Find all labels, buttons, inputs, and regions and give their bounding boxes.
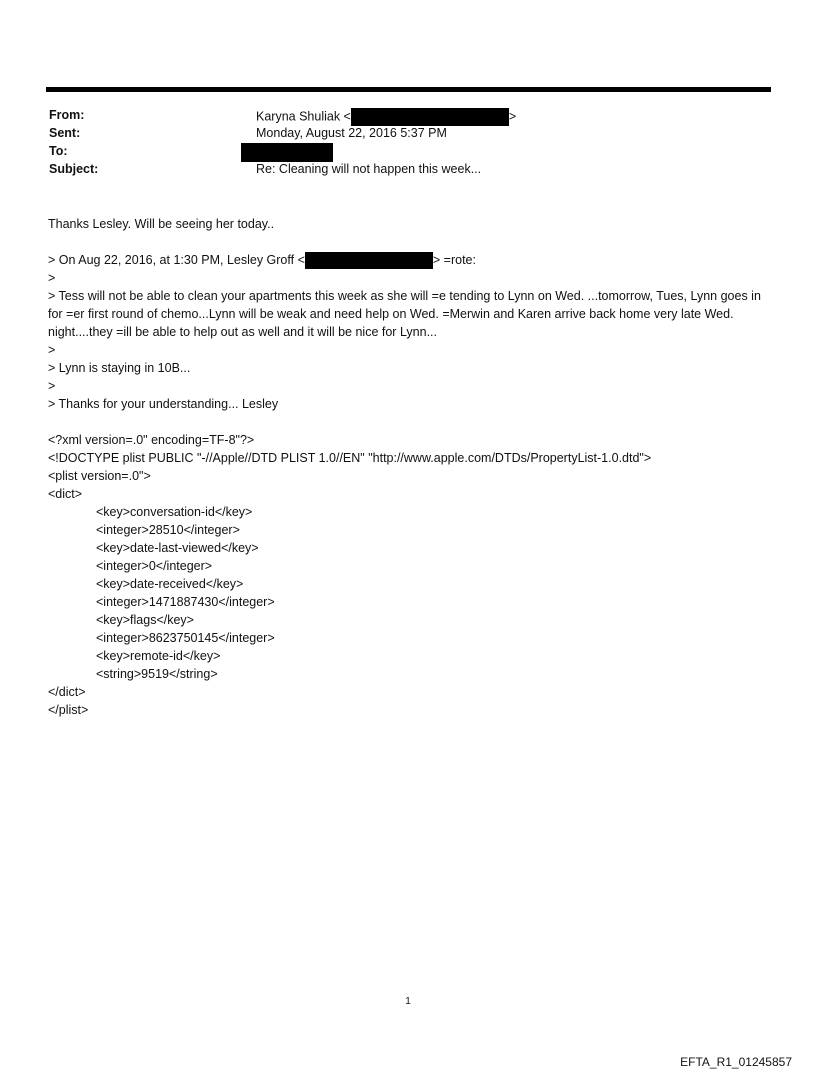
quote-line: > xyxy=(48,379,56,394)
from-row xyxy=(49,108,769,126)
quote-line: > xyxy=(48,271,56,286)
quote-line: > xyxy=(48,343,56,358)
plist-entry: <integer>1471887430</integer> xyxy=(96,595,275,610)
sent-label: Sent: xyxy=(49,126,81,140)
from-close: > xyxy=(508,109,517,124)
quote-intro xyxy=(48,251,773,269)
quote-line: > Lynn is staying in 10B... xyxy=(48,361,191,376)
from-label: From: xyxy=(49,108,85,122)
redaction-box xyxy=(241,143,333,162)
subject-label: Subject: xyxy=(49,162,99,176)
plist-entry: <key>flags</key> xyxy=(96,613,194,628)
to-row xyxy=(49,144,769,162)
to-label: To: xyxy=(49,144,68,158)
plist-entry: <integer>8623750145</integer> xyxy=(96,631,275,646)
plist-entry: <integer>0</integer> xyxy=(96,559,213,574)
plist-entry: <key>conversation-id</key> xyxy=(96,505,253,520)
plist-entry: <key>date-received</key> xyxy=(96,577,244,592)
sent-row xyxy=(49,126,769,144)
document-id: EFTA_R1_01245857 xyxy=(680,1055,792,1069)
plist-close: </plist> xyxy=(48,703,89,718)
plist-open: <plist version=.0"> xyxy=(48,469,151,484)
quote-intro-a: > On Aug 22, 2016, at 1:30 PM, Lesley Groff < xyxy=(48,253,305,267)
xml-declaration: <?xml version=.0" encoding=TF-8"?> xyxy=(48,433,255,448)
plist-entry: <key>remote-id</key> xyxy=(96,649,221,664)
redaction-box xyxy=(351,108,509,126)
plist-entry: <key>date-last-viewed</key> xyxy=(96,541,259,556)
from-name: Karyna Shuliak < xyxy=(256,109,351,124)
redaction-box xyxy=(305,252,433,269)
plist-entry: <string>9519</string> xyxy=(96,667,218,682)
doctype-line: <!DOCTYPE plist PUBLIC "-//Apple//DTD PLIST 1.0//EN" "http://www.apple.com/DTDs/PropertyList-1.0.dtd"> xyxy=(48,451,652,466)
quote-line: > Thanks for your understanding... Lesley xyxy=(48,397,279,412)
header-rule xyxy=(46,87,771,92)
page-number: 1 xyxy=(405,996,411,1007)
sent-value: Monday, August 22, 2016 5:37 PM xyxy=(256,126,447,140)
quote-intro-b: > =rote: xyxy=(432,253,476,267)
plist-entry: <integer>28510</integer> xyxy=(96,523,240,538)
reply-text: Thanks Lesley. Will be seeing her today.. xyxy=(48,217,275,231)
subject-value: Re: Cleaning will not happen this week... xyxy=(256,162,482,176)
subject-row xyxy=(49,162,769,180)
dict-open: <dict> xyxy=(48,487,83,502)
from-value xyxy=(256,108,516,126)
email-body xyxy=(48,215,773,719)
email-header xyxy=(49,108,769,180)
dict-close: </dict> xyxy=(48,685,86,700)
quote-line: > Tess will not be able to clean your apartments this week as she will =e tending to Lynn on Wed. ...tomorrow, Tues, Lynn goes in for =er first round of chemo...Lynn will be weak and need help on Wed. =Merwin and Karen arrive back home very late Wed. night....they =ill be able to help out as well and it will be nice for Lynn... xyxy=(48,289,761,340)
